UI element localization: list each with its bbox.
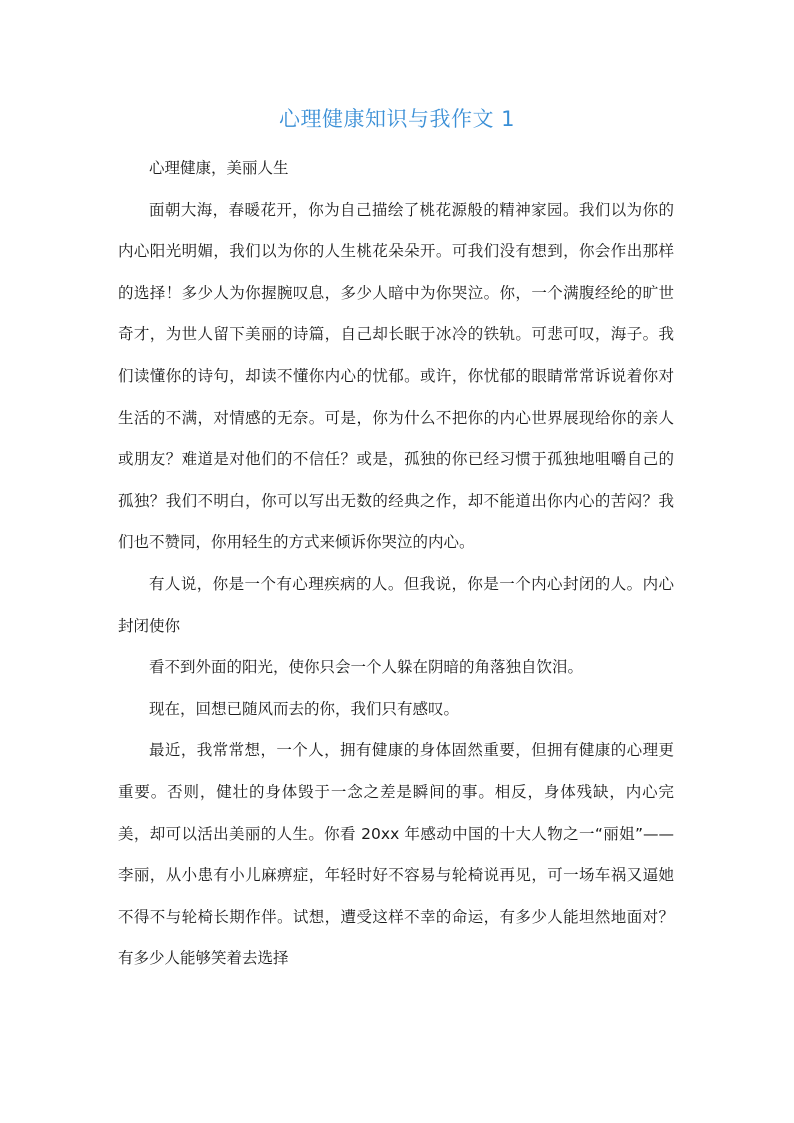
document-body (118, 148, 674, 980)
paragraph: 面朝大海，春暖花开，你为自己描绘了桃花源般的精神家园。我们以为你的内心阳光明媚，我们以为你的人生桃花朵朵开。可我们没有想到，你会作出那样的选择！多少人为你握腕叹息，多少人暗中为你哭泣。你，一个满腹经纶的旷世奇才，为世人留下美丽的诗篇，自己却长眠于冰冷的铁轨。可悲可叹，海子。我们读懂你的诗句，却读不懂你内心的忧郁。或许，你忧郁的眼睛常常诉说着你对生活的不满，对情感的无奈。可是，你为什么不把你的内心世界展现给你的亲人或朋友？难道是对他们的不信任？或是，孤独的你已经习惯于孤独地咀嚼自己的孤独？我们不明白，你可以写出无数的经典之作，却不能道出你内心的苦闷？我们也不赞同，你用轻生的方式来倾诉你哭泣的内心。 (118, 200, 674, 552)
paragraph: 看不到外面的阳光，使你只会一个人躲在阴暗的角落独自饮泪。 (149, 658, 584, 677)
paragraph: 最近，我常常想，一个人，拥有健康的身体固然重要，但拥有健康的心理更重要。否则，健壮的身体毁于一念之差是瞬间的事。相反，身体残缺，内心完美，却可以活出美丽的人生。你看 20xx 年感动中国的十大人物之一“丽姐”——李丽，从小患有小儿麻痹症，年轻时好不容易与轮椅说再见，可一场车祸又逼她不得不与轮椅长期作伴。试想，遭受这样不幸的命运，有多少人能坦然地面对？有多少人能够笑着去选择 (118, 741, 674, 968)
document-title: 心理健康知识与我作文 1 (278, 107, 516, 131)
paragraph: 有人说，你是一个有心理疾病的人。但我说，你是一个内心封闭的人。内心封闭使你 (118, 574, 674, 635)
paragraph: 现在，回想已随风而去的你，我们只有感叹。 (149, 699, 460, 718)
paragraph-subtitle: 心理健康，美丽人生 (149, 159, 289, 177)
